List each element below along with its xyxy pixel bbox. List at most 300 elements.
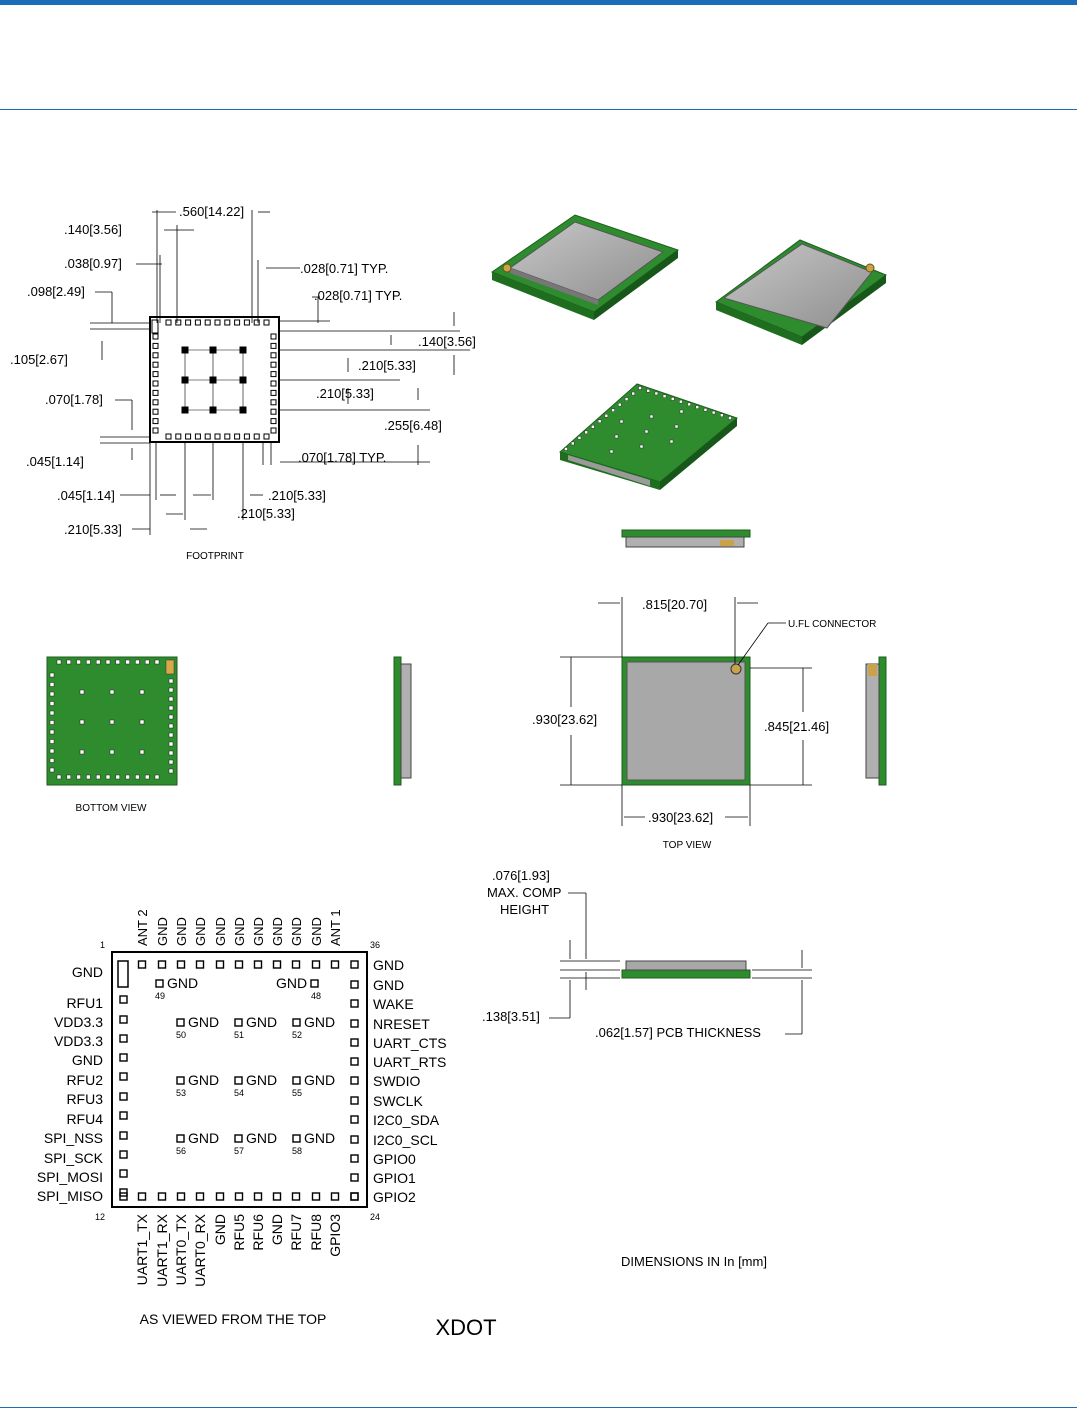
iso-pad (647, 389, 650, 392)
bottom-view-pad (169, 688, 173, 692)
bottom-view-pad (50, 702, 54, 706)
top-view-drawing (532, 597, 876, 851)
pin-pad-top (332, 961, 339, 968)
inner-gnd-pad (293, 1019, 300, 1026)
pin-pad-top (274, 961, 281, 968)
footprint-pad (264, 320, 269, 325)
pin-label-left: VDD3.3 (53, 1014, 103, 1030)
max-comp-label-1: MAX. COMP (487, 885, 562, 900)
module-3d-view-top-right (716, 240, 886, 345)
pin-pad-left (120, 1035, 127, 1042)
footprint-pad (153, 419, 158, 424)
pin-pad-left (120, 996, 127, 1003)
footprint-pad (153, 428, 158, 433)
footprint-pad (186, 434, 191, 439)
pin-label-left: SPI_SCK (43, 1150, 103, 1166)
pin-label-left: GND (71, 964, 103, 980)
bottom-view-pad (67, 775, 71, 779)
footprint-pad (153, 353, 158, 358)
pin-label-right: GPIO1 (373, 1170, 416, 1186)
bottom-view-pad (67, 660, 71, 664)
pin-pad-top (159, 961, 166, 968)
iso-pad (704, 408, 707, 411)
iso-pad (591, 425, 594, 428)
bottom-view-pad (50, 692, 54, 696)
pin-pad-top (293, 961, 300, 968)
bottom-view-pad (169, 760, 173, 764)
footprint-pad (166, 320, 171, 325)
pin-label-right: SWCLK (373, 1093, 423, 1109)
iso-pad (612, 409, 615, 412)
top-view-caption: TOP VIEW (662, 840, 712, 851)
pin-label-right: I2C0_SCL (373, 1132, 438, 1148)
footprint-dimension-label: .045[1.14] (57, 488, 115, 503)
pin-pad-left (120, 1112, 127, 1119)
dim-overall-height: .138[3.51] (482, 1009, 540, 1024)
bottom-view-pad (126, 660, 130, 664)
iso-pad (650, 415, 653, 418)
inner-gnd-pad (177, 1135, 184, 1142)
bottom-view-center-pad (140, 690, 144, 694)
inner-pin-label: GND (167, 975, 199, 991)
footprint-pad (254, 434, 259, 439)
iso-pad (729, 417, 732, 420)
footprint-pad (244, 320, 249, 325)
pinout-diagram (37, 909, 447, 1327)
pin-pad-right (351, 1174, 358, 1181)
iso-pad (720, 414, 723, 417)
dim-width-bottom: .930[23.62] (648, 810, 714, 825)
bottom-view-pad (169, 751, 173, 755)
footprint-pad (271, 353, 276, 358)
footprint-dimension-label: .255[6.48] (384, 418, 442, 433)
inner-gnd-pad (235, 1135, 242, 1142)
pin-label-bottom: RFU6 (250, 1214, 266, 1251)
inner-pin-number: 50 (176, 1030, 187, 1040)
bottom-view-pad (50, 759, 54, 763)
footprint-pad (271, 409, 276, 414)
pin-pad-top (255, 961, 262, 968)
footprint-pad (186, 320, 191, 325)
footprint-dimension-label: .028[0.71] TYP. (314, 288, 403, 303)
inner-pin-label: GND (304, 1130, 336, 1146)
bottom-view-pad (77, 775, 81, 779)
footprint-dimension-label: .045[1.14] (26, 454, 84, 469)
inner-pin-label: GND (188, 1130, 220, 1146)
footprint-dimension-label: .038[0.97] (64, 256, 122, 271)
iso-pad (565, 448, 568, 451)
iso-pad (615, 435, 618, 438)
footprint-pad (225, 320, 230, 325)
footprint-dimension-label: .028[0.71] TYP. (300, 261, 389, 276)
footprint-dimension-label: .210[5.33] (237, 506, 295, 521)
pin-pad-bottom (178, 1193, 185, 1200)
pin-label-right: SWDIO (373, 1073, 421, 1089)
module-3d-view-bottom (560, 384, 737, 490)
inner-gnd-pad (235, 1077, 242, 1084)
footprint-pad (264, 434, 269, 439)
pin-pad-right (351, 1155, 358, 1162)
footprint-dimension-label: .210[5.33] (268, 488, 326, 503)
dimensions-note: DIMENSIONS IN In [mm] (621, 1254, 767, 1269)
inner-pin-number: 48 (311, 991, 322, 1001)
bottom-view-pad (86, 660, 90, 664)
footprint-pad (215, 320, 220, 325)
bottom-view-pad (50, 730, 54, 734)
bottom-view-pad (169, 769, 173, 773)
inner-pin-number: 52 (292, 1030, 303, 1040)
iso-pad (605, 414, 608, 417)
footprint-pads (152, 320, 276, 439)
pin-label-top: GND (309, 917, 324, 946)
bottom-view-pad (96, 660, 100, 664)
pin-label-left: RFU2 (66, 1072, 103, 1088)
bottom-view-center-pad (80, 720, 84, 724)
pin-pad-right (351, 1039, 358, 1046)
pin-pad-top (178, 961, 185, 968)
inner-pin-label: GND (188, 1072, 220, 1088)
bottom-view-pad (169, 733, 173, 737)
pin-pad-left (120, 1170, 127, 1177)
bottom-view-pad (145, 660, 149, 664)
pin-pad-bottom (197, 1193, 204, 1200)
pin-pad-right (351, 1000, 358, 1007)
footprint-dimension-label: .105[2.67] (10, 352, 68, 367)
footprint-pad (271, 419, 276, 424)
footprint-pad (271, 372, 276, 377)
pin-label-left: RFU1 (66, 995, 103, 1011)
pin-label-bottom: UART0_RX (192, 1214, 208, 1287)
footprint-pad (254, 320, 259, 325)
bottom-view-pad (169, 742, 173, 746)
pin-pad-left (120, 1073, 127, 1080)
inner-gnd-pad (293, 1135, 300, 1142)
footprint-dimension-label: .560[14.22] (179, 204, 245, 219)
iso-pad (610, 450, 613, 453)
bottom-view-pad (50, 740, 54, 744)
pin-label-left: GND (71, 1052, 103, 1068)
bottom-view-pad (126, 775, 130, 779)
inner-pin-number: 57 (234, 1146, 245, 1156)
pin-label-right: I2C0_SDA (373, 1112, 440, 1128)
pin-label-left: SPI_MISO (36, 1188, 103, 1204)
footprint-pad (176, 320, 181, 325)
inner-pin-number: 56 (176, 1146, 187, 1156)
iso-pad (585, 431, 588, 434)
pin-label-left: SPI_NSS (43, 1130, 103, 1146)
bottom-view-pad (50, 768, 54, 772)
iso-pad (712, 411, 715, 414)
inner-pin-label: GND (304, 1014, 336, 1030)
iso-pad (618, 403, 621, 406)
pin-number-24: 24 (370, 1212, 381, 1222)
iso-pad (632, 392, 635, 395)
footprint-pad (271, 334, 276, 339)
max-comp-label-2: HEIGHT (500, 902, 550, 917)
footprint-pad (153, 381, 158, 386)
bottom-view-pad (169, 697, 173, 701)
iso-pad (598, 420, 601, 423)
bottom-view-pad (50, 721, 54, 725)
footprint-pad (235, 434, 240, 439)
footprint-dimension-label: .140[3.56] (64, 222, 122, 237)
bottom-view-pad (50, 673, 54, 677)
inner-pin-number: 53 (176, 1088, 187, 1098)
bottom-view-center-pad (140, 750, 144, 754)
pin-label-right: GPIO0 (373, 1151, 416, 1167)
footprint-pad (205, 434, 210, 439)
inner-gnd-pad (235, 1019, 242, 1026)
pin-pad-left (120, 1151, 127, 1158)
inner-pin-number: 49 (155, 991, 166, 1001)
bottom-view-pad (169, 724, 173, 728)
footprint-pad (166, 434, 171, 439)
pin-label-top: GND (270, 917, 285, 946)
bottom-view-pad (57, 775, 61, 779)
pin-label-bottom: UART0_TX (173, 1214, 189, 1286)
footprint-dimension-label: .098[2.49] (27, 284, 85, 299)
bottom-view-pad (116, 775, 120, 779)
iso-pad (688, 403, 691, 406)
footprint-pad (225, 434, 230, 439)
bottom-view-pad (50, 749, 54, 753)
pin-pad-bottom (217, 1193, 224, 1200)
pin-label-top: GND (155, 917, 170, 946)
footprint-pad (153, 334, 158, 339)
pin-pad-right (351, 1058, 358, 1065)
module-3d-view-top-left (492, 215, 678, 320)
pin-pad-left (120, 1093, 127, 1100)
pin-pad-left (120, 1054, 127, 1061)
pin-pad-left (120, 1132, 127, 1139)
pin-label-top: GND (213, 917, 228, 946)
product-name: XDOT (435, 1315, 497, 1340)
footprint-drawing (10, 204, 476, 562)
pin-number-12: 12 (95, 1212, 106, 1222)
connector-label: U.FL CONNECTOR (788, 619, 877, 630)
footprint-pad (205, 320, 210, 325)
iso-pad (640, 445, 643, 448)
pin-label-top: GND (174, 917, 189, 946)
footprint-pad (153, 409, 158, 414)
footprint-pad (271, 343, 276, 348)
bottom-view-center-pad (110, 720, 114, 724)
module-side-profile-small (622, 530, 750, 547)
footprint-pad (153, 390, 158, 395)
pin-label-right: GND (373, 957, 405, 973)
pin-label-left: VDD3.3 (53, 1033, 103, 1049)
pin-pad-bottom (255, 1193, 262, 1200)
footprint-pad (271, 390, 276, 395)
pin-pad-top (197, 961, 204, 968)
inner-pin-number: 55 (292, 1088, 303, 1098)
pin-pad-right (351, 1193, 358, 1200)
dim-width-top: .815[20.70] (642, 597, 708, 612)
footprint-caption: FOOTPRINT (186, 551, 244, 562)
footprint-dimension-label: .210[5.33] (64, 522, 122, 537)
bottom-view-center-pad (80, 750, 84, 754)
pin-label-top: ANT 1 (328, 909, 343, 946)
pin-label-bottom: UART1_TX (134, 1214, 150, 1286)
bottom-view-pad (155, 660, 159, 664)
pin-pad-right (351, 1097, 358, 1104)
bottom-view-pad (106, 660, 110, 664)
iso-pad (639, 387, 642, 390)
inner-pin-number: 58 (292, 1146, 303, 1156)
right-side-profile (866, 657, 886, 785)
footprint-pad (153, 400, 158, 405)
bottom-view-pad (86, 775, 90, 779)
pin-label-bottom: RFU5 (231, 1214, 247, 1251)
footprint-pad (244, 434, 249, 439)
iso-pad (679, 400, 682, 403)
dim-max-comp: .076[1.93] (492, 868, 550, 883)
pin-pad-right (351, 1077, 358, 1084)
pin-pad-right (351, 981, 358, 988)
bottom-view-pad (135, 775, 139, 779)
pin-label-right: GPIO2 (373, 1189, 416, 1205)
pin-label-left: RFU3 (66, 1091, 103, 1107)
inner-gnd-pad (177, 1019, 184, 1026)
bottom-view-caption: BOTTOM VIEW (75, 803, 147, 814)
iso-pad (645, 430, 648, 433)
footprint-pad (153, 343, 158, 348)
pin-pad-bottom (313, 1193, 320, 1200)
bottom-view-pad (169, 715, 173, 719)
pin-pad-bottom (274, 1193, 281, 1200)
pin-label-bottom: RFU7 (288, 1214, 304, 1251)
pin-label-bottom: GND (269, 1214, 285, 1246)
footprint-dimension-label: .210[5.33] (358, 358, 416, 373)
inner-pin-label: GND (246, 1072, 278, 1088)
pin-label-right: NRESET (373, 1016, 430, 1032)
pin-pad-left (120, 1016, 127, 1023)
footprint-pad (271, 362, 276, 367)
iso-pad (620, 420, 623, 423)
pin-number-36: 36 (370, 940, 381, 950)
bottom-view-pad (50, 711, 54, 715)
pin-pad-top (313, 961, 320, 968)
pin-pad-top (217, 961, 224, 968)
inner-gnd-pad (311, 980, 318, 987)
footprint-pad (271, 381, 276, 386)
footprint-pad (176, 434, 181, 439)
bottom-view-pad (155, 775, 159, 779)
bottom-view-pad (96, 775, 100, 779)
pin-label-right: GND (373, 977, 405, 993)
pin-label-bottom: GPIO3 (327, 1214, 343, 1257)
pin-label-left: SPI_MOSI (36, 1169, 103, 1185)
pin-label-top: GND (232, 917, 247, 946)
pin-label-top: GND (289, 917, 304, 946)
pin-label-left: RFU4 (66, 1111, 103, 1127)
inner-gnd-pad (177, 1077, 184, 1084)
iso-pad (578, 436, 581, 439)
bottom-view-center-pad (80, 690, 84, 694)
iso-pad (671, 397, 674, 400)
pin-label-right: WAKE (373, 996, 414, 1012)
side-profile-drawing (482, 868, 812, 1269)
bottom-view-pad (135, 660, 139, 664)
dim-height-right: .845[21.46] (764, 719, 830, 734)
pin-label-right: UART_CTS (373, 1035, 447, 1051)
dim-height-left: .930[23.62] (532, 712, 598, 727)
bottom-view-pad (77, 660, 81, 664)
inner-pin-label: GND (188, 1014, 220, 1030)
pin-label-bottom: RFU8 (308, 1214, 324, 1251)
inner-gnd-pad (293, 1077, 300, 1084)
left-side-profile (394, 657, 411, 785)
pin-label-top: GND (193, 917, 208, 946)
iso-pad (670, 440, 673, 443)
inner-pin-number: 54 (234, 1088, 245, 1098)
pin-pad-top (139, 961, 146, 968)
iso-pad (625, 398, 628, 401)
pin-pad-right (351, 961, 358, 968)
pin-label-right: UART_RTS (373, 1054, 447, 1070)
dim-pcb-thickness: .062[1.57] PCB THICKNESS (595, 1025, 761, 1040)
pin-pad-bottom (139, 1193, 146, 1200)
inner-pin-label: GND (304, 1072, 336, 1088)
footprint-pad (195, 434, 200, 439)
pin-pad-bottom (293, 1193, 300, 1200)
inner-gnd-pad (156, 980, 163, 987)
inner-pin-label: GND (246, 1014, 278, 1030)
iso-pad (680, 410, 683, 413)
bottom-view-center-pad (140, 720, 144, 724)
footprint-pad (195, 320, 200, 325)
bottom-view-center-pad (110, 690, 114, 694)
pin-pad-bottom (236, 1193, 243, 1200)
iso-pad (696, 406, 699, 409)
pin-label-top: GND (251, 917, 266, 946)
footprint-dimension-label: .140[3.56] (418, 334, 476, 349)
pin-pad-corner (351, 1193, 358, 1200)
pin-1-gnd-pad (118, 961, 128, 987)
inner-pin-label: GND (276, 975, 308, 991)
pin-pad-bottom (159, 1193, 166, 1200)
bottom-view-pad (50, 683, 54, 687)
pin-pad-bottom (332, 1193, 339, 1200)
footprint-pad (271, 400, 276, 405)
pin-number-1: 1 (100, 940, 106, 950)
pinout-caption: AS VIEWED FROM THE TOP (139, 1311, 327, 1327)
footprint-dimension-label: .070[1.78] TYP. (298, 450, 387, 465)
pin-pad-right (351, 1116, 358, 1123)
bottom-view-pad (116, 660, 120, 664)
iso-pad (655, 392, 658, 395)
bottom-view-pad (145, 775, 149, 779)
pin-label-bottom: UART1_RX (154, 1214, 170, 1287)
footprint-pad (235, 320, 240, 325)
bottom-view-pad (169, 679, 173, 683)
footprint-pad (215, 434, 220, 439)
pin-label-top: ANT 2 (135, 909, 150, 946)
footprint-pad (153, 372, 158, 377)
pin-pad-right (351, 1020, 358, 1027)
pin-pad-right (351, 1136, 358, 1143)
footprint-dimension-label: .070[1.78] (45, 392, 103, 407)
footprint-pad (271, 428, 276, 433)
iso-pad (663, 395, 666, 398)
footprint-pad (153, 362, 158, 367)
bottom-view-center-pad (110, 750, 114, 754)
pin-label-bottom: GND (212, 1214, 228, 1246)
inner-pin-label: GND (246, 1130, 278, 1146)
bottom-view-pad (169, 706, 173, 710)
bottom-view-drawing (47, 657, 177, 814)
iso-pad (675, 425, 678, 428)
